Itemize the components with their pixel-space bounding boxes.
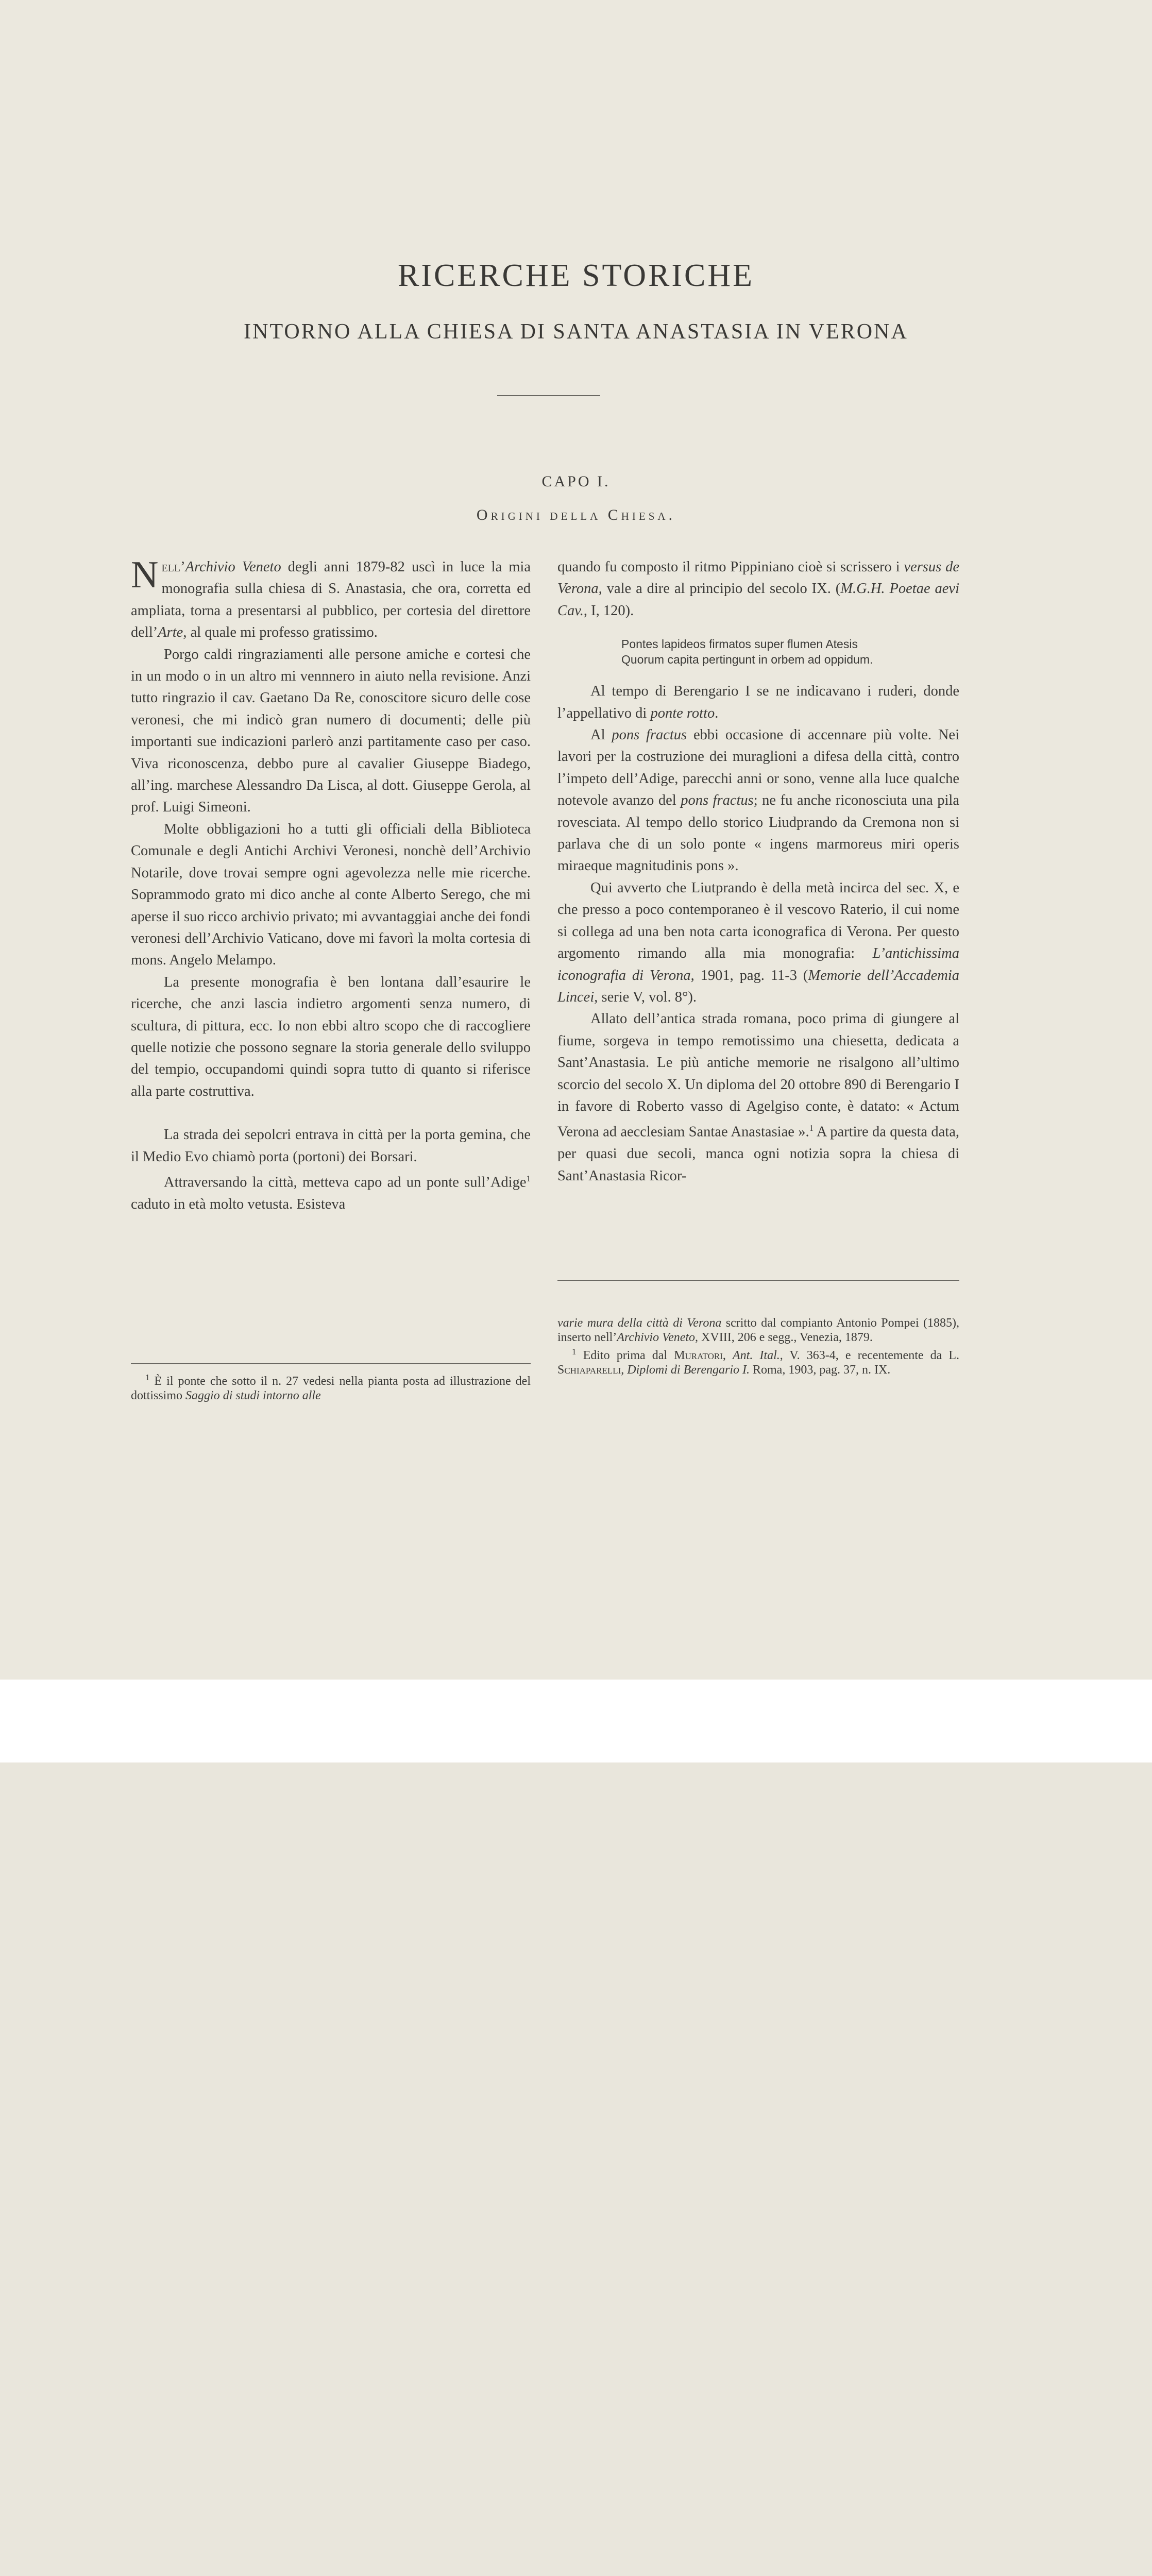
paragraph: Al tempo di Berengario I se ne indicavano i ruderi, donde l’appellativo di ponte rotto.: [557, 683, 959, 721]
title-divider: [497, 395, 600, 396]
paragraph: quando fu composto il ritmo Pippiniano cioè si scrissero i versus de Verona, vale a dire al principio del secolo IX. (M.G.H. Poetae aevi Cav., I, 120).: [557, 559, 960, 619]
paragraph: La strada dei sepolcri entrava in città per la porta gemina, che il Medio Evo chiamò porta (portoni) dei Borsari.: [131, 1127, 531, 1165]
paragraph: Molte obbligazioni ho a tutti gli officiali della Biblioteca Comunale e degli Antichi Archivi Veronesi, nonchè dell’Archivio Notarile, dove trovai sempre ogni agevolezza nelle mie ricerche. Soprammodo grato mi dico anche al conte Alberto Serego, che mi aperse il suo ricco archivio privato; mi avvantaggiai anche dei fondi veronesi dell’Archivio Vaticano, dove mi favorì la molta cortesia di mons. Angelo Melampo.: [131, 821, 531, 969]
paragraph: Nell’Archivio Veneto degli anni 1879-82 uscì in luce la mia monografia sulla chiesa di S. Anastasia, che ora, corretta ed ampliata, torna a presentarsi al pubblico, per cortesia del direttore dell’Arte, al quale mi professo gratissimo.: [131, 554, 531, 641]
article-subtitle: INTORNO ALLA CHIESA DI SANTA ANASTASIA IN VERONA: [244, 320, 908, 344]
viewer-footer: [0, 1680, 1152, 1762]
footnote-marker: 1: [526, 1173, 531, 1183]
footnote-marker: 1: [809, 1123, 814, 1133]
footnote-rule-left: [131, 1363, 531, 1364]
verse-quote: Pontes lapideos firmatos super flumen Atesis Quorum capita pertingunt in orbem ad oppidum.: [621, 637, 873, 667]
paragraph: Allato dell’antica strada romana, poco prima di giungere al fiume, sorgeva in tempo remotissimo una chiesetta, dedicata a Sant’Anastasia. Le più antiche memorie ne risalgono all’ultimo scorcio del secolo X. Un diploma del 20 ottobre 890 di Berengario I in favore di Roberto vasso di Agelgiso conte, è datato: « Actum Verona ad aecclesiam Santae Anastasiae ».$^1$ A partire da questa data, per quasi due secoli, manca ogni notizia sopra la chiesa di Sant’Anastasia Ricor-: [557, 1011, 959, 1184]
left-column: [131, 556, 531, 1215]
footnote-rule-right: [557, 1280, 959, 1281]
paragraph: Al pons fractus ebbi occasione di accennare più volte. Nei lavori per la costruzione dei muraglioni a difesa della città, contro l’impeto dell’Adige, parecchi anni or sono, venne alla luce qualche notevole avanzo del pons fractus; ne fu anche riconosciuta una pila rovesciata. Al tempo dello storico Liudprando da Cremona non si parlava che di un solo ponte « ingens marmoreus miri operis miraeque magnitudinis pons ».: [557, 727, 959, 874]
drop-cap: N: [131, 554, 159, 596]
paragraph: Qui avverto che Liutprando è della metà incirca del sec. X, e che presso a poco contemporaneo è il vescovo Raterio, il cui nome si collega ad una ben nota carta iconografica di Verona. Per questo argomento rimando alla mia monografia: L’antichissima iconografia di Verona, 1901, pag. 11-3 (Memorie dell’Accademia Lincei, serie V, vol. 8°).: [557, 879, 959, 1005]
footnote-left: $^1$ È il ponte che sotto il n. 27 vedesi nella pianta posta ad illustrazione del dottissimo Saggio di studi intorno alle: [131, 1372, 531, 1402]
chapter-number: CAPO I.: [541, 473, 611, 490]
chapter-title: Origini della Chiesa.: [476, 506, 676, 523]
paragraph: Attraversando la città, metteva capo ad un ponte sull’Adige$^1$ caduto in età molto vetusta. Esisteva: [131, 1173, 531, 1212]
paragraph: Porgo caldi ringraziamenti alle persone amiche e cortesi che in un modo o in un altro mi vennnero in aiuto nella revisione. Anzi tutto ringrazio il cav. Gaetano Da Re, conoscitore sicuro delle cose veronesi, che mi indicò gran numero di documenti; delle più importanti sue indicazioni parlerò anzi partitamente caso per caso. Viva riconoscenza, debbo pure al cavalier Giuseppe Biadego, all’ing. marchese Alessandro Da Lisca, al dott. Giuseppe Gerola, al prof. Luigi Simeoni.: [131, 646, 531, 816]
article-title: RICERCHE STORICHE: [397, 258, 755, 293]
paragraph: La presente monografia è ben lontana dall’esaurire le ricerche, che anzi lascia indietro argomenti senza numero, di scultura, di pittura, ecc. Io non ebbi altro scopo che di raccogliere quelle notizie che possono segnare la storia generale dello sviluppo del tempio, occupandomi quindi sopra tutto di quanto si riferisce alla parte costruttiva.: [131, 974, 531, 1099]
right-column: [557, 556, 959, 1187]
footnote-right: varie mura della città di Verona scritto dal compianto Antonio Pompei (1885), inserto nell’Archivio Veneto, XVIII, 206 e segg., Venezia, 1879. $^1$ Edito prima dal Muratori, Ant. Ital., V. 363-4, e recentemente da L. Schiaparelli, Diplomi di Berengario I. Roma, 1903, pag. 37, n. IX.: [557, 1316, 960, 1377]
